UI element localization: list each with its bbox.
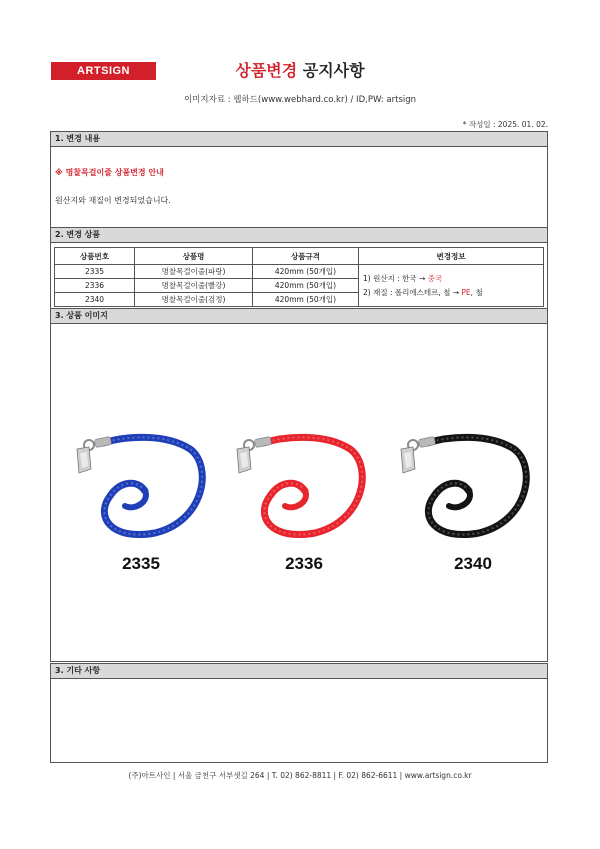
table-row [55, 265, 544, 279]
product-spec: 420mm (50개입) [253, 265, 359, 279]
table-header-row [55, 248, 544, 265]
product-code: 2335 [55, 265, 135, 279]
product-name: 명찰목걸이줄(파랑) [135, 265, 253, 279]
column-header: 상품규격 [253, 248, 359, 265]
material-new: PE [461, 287, 471, 297]
section-heading: 2. 변경 상품 [51, 228, 547, 243]
product-code: 2336 [55, 279, 135, 293]
lanyard-cord [427, 437, 526, 534]
origin-change [363, 272, 541, 286]
column-header: 상품명 [135, 248, 253, 265]
product-name: 명찰목걸이줄(빨강) [135, 279, 253, 293]
lanyard-cord-twist [285, 491, 306, 507]
material-change [363, 286, 541, 300]
notice-body: 원산지와 재질이 변경되었습니다. [55, 196, 171, 205]
product-code-label: 2340 [454, 554, 492, 573]
material-suffix: , 철 [470, 287, 483, 297]
lanyard-cord-twist [125, 491, 146, 507]
section-product-images [50, 308, 548, 662]
section-change-content [50, 131, 548, 229]
column-header: 변경정보 [359, 248, 544, 265]
image-source-note: 이미지자료 : 웹하드(www.webhard.co.kr) / ID,PW: artsign [183, 95, 417, 105]
lanyard-cord-twist [449, 491, 470, 507]
lanyard-cord [103, 437, 202, 534]
lanyard-cord [263, 437, 362, 534]
company-footer: (주)아트사인 | 서울 금천구 서부샛길 264 | T. 02) 862-8811 | F. 02) 862-6611 | www.artsign.co.kr [128, 771, 472, 780]
product-name: 명찰목걸이줄(검정) [135, 293, 253, 307]
metal-crimp [254, 436, 271, 447]
written-date: * 작성일 : 2025. 01. 02. [462, 120, 548, 129]
lanyard-image-black [379, 421, 539, 541]
origin-new: 중국 [427, 273, 443, 283]
product-code-label: 2336 [285, 554, 323, 573]
metal-crimp [94, 436, 111, 447]
change-info [359, 265, 544, 307]
lanyard-image-blue [55, 421, 215, 541]
section-heading: 3. 기타 사항 [51, 664, 547, 679]
notice-title: ※ 명찰목걸이줄 상품변경 안내 [55, 168, 164, 177]
section-changed-products [50, 227, 548, 309]
title-highlight: 상품변경 [235, 61, 298, 80]
section-heading: 1. 변경 내용 [51, 132, 547, 147]
lanyard-image-red [215, 421, 375, 541]
product-spec: 420mm (50개입) [253, 293, 359, 307]
section-heading: 3. 상품 이미지 [51, 309, 547, 324]
product-code-label: 2335 [122, 554, 160, 573]
material-prefix: 2) 재질 : 폴리에스테르, 철 → [363, 287, 462, 297]
product-spec: 420mm (50개입) [253, 279, 359, 293]
product-table [54, 247, 544, 307]
metal-crimp [418, 436, 435, 447]
title-rest: 공지사항 [297, 61, 365, 80]
artsign-logo: ARTSIGN [51, 62, 156, 80]
product-code: 2340 [55, 293, 135, 307]
origin-prefix: 1) 원산지 : 한국 → [363, 273, 428, 283]
column-header: 상품번호 [55, 248, 135, 265]
page-title [0, 58, 600, 81]
section-other-notes [50, 663, 548, 763]
